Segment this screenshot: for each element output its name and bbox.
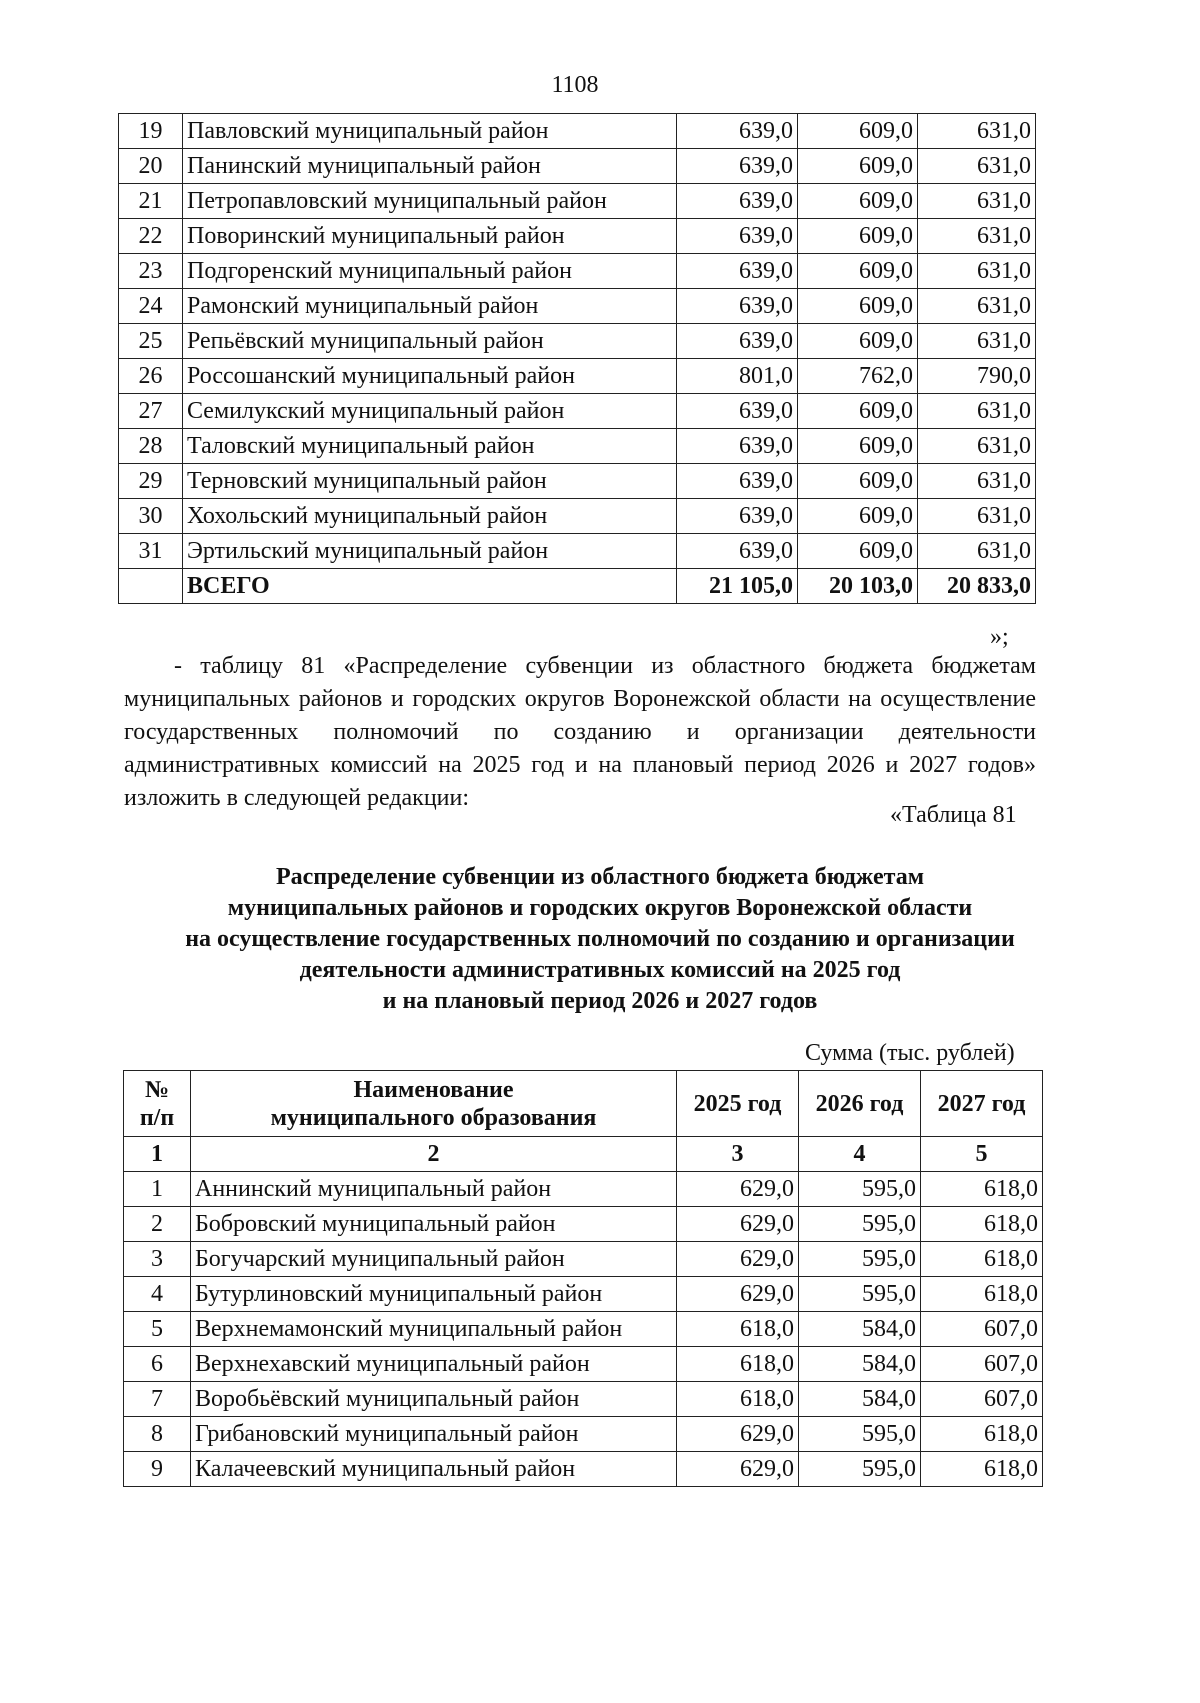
value-2026: 609,0 (798, 289, 918, 324)
value-2027: 631,0 (918, 324, 1036, 359)
row-number: 6 (124, 1347, 191, 1382)
row-name: Бобровский муниципальный район (191, 1207, 677, 1242)
row-number: 27 (119, 394, 183, 429)
row-number: 3 (124, 1242, 191, 1277)
value-2025: 639,0 (677, 289, 798, 324)
table-continued (118, 113, 1036, 604)
row-name: Подгоренский муниципальный район (183, 254, 677, 289)
header-name (191, 1071, 677, 1137)
quote-end: »; (990, 624, 1009, 650)
value-2025: 639,0 (677, 219, 798, 254)
value-2025: 801,0 (677, 359, 798, 394)
row-number: 29 (119, 464, 183, 499)
value-2026: 595,0 (799, 1452, 921, 1487)
table-row (124, 1452, 1043, 1487)
value-2027: 631,0 (918, 394, 1036, 429)
header-2025: 2025 год (677, 1071, 799, 1137)
value-2027: 631,0 (918, 429, 1036, 464)
value-2026: 609,0 (798, 114, 918, 149)
value-2026: 609,0 (798, 534, 918, 569)
title-line: муниципальных районов и городских округов Воронежской области (227, 895, 973, 921)
value-2025: 618,0 (677, 1312, 799, 1347)
header-2027: 2027 год (921, 1071, 1043, 1137)
value-2026: 609,0 (798, 464, 918, 499)
value-2027: 618,0 (921, 1452, 1043, 1487)
value-2025: 629,0 (677, 1242, 799, 1277)
table-row (119, 254, 1036, 289)
value-2026: 762,0 (798, 359, 918, 394)
col-number: 2 (191, 1137, 677, 1172)
table-row (119, 429, 1036, 464)
table-row (119, 394, 1036, 429)
header-name-line: Наименование (353, 1076, 514, 1103)
value-2025: 639,0 (677, 429, 798, 464)
value-2025: 639,0 (677, 114, 798, 149)
title-line: Распределение субвенции из областного бюджета бюджетам (275, 864, 925, 890)
value-2027: 607,0 (921, 1312, 1043, 1347)
value-2027: 631,0 (918, 149, 1036, 184)
row-number: 8 (124, 1417, 191, 1452)
value-2026: 609,0 (798, 184, 918, 219)
title-line: деятельности административных комиссий на 2025 год (299, 957, 901, 983)
value-2026: 609,0 (798, 219, 918, 254)
table-row (119, 149, 1036, 184)
value-2027: 631,0 (918, 534, 1036, 569)
table-row (124, 1347, 1043, 1382)
header-number (124, 1071, 191, 1137)
table-row (124, 1207, 1043, 1242)
value-2025: 639,0 (677, 254, 798, 289)
table-row (119, 114, 1036, 149)
table-row (124, 1417, 1043, 1452)
value-2026: 595,0 (799, 1242, 921, 1277)
value-2026: 609,0 (798, 394, 918, 429)
value-2025: 639,0 (677, 499, 798, 534)
value-2025: 618,0 (677, 1347, 799, 1382)
value-2025: 639,0 (677, 149, 798, 184)
row-name: Репьёвский муниципальный район (183, 324, 677, 359)
row-name: Таловский муниципальный район (183, 429, 677, 464)
header-number-line: № (144, 1076, 170, 1103)
value-2026: 609,0 (798, 149, 918, 184)
value-2025: 639,0 (677, 324, 798, 359)
row-number: 1 (124, 1172, 191, 1207)
amendment-paragraph: - таблицу 81 «Распределение субвенции из областного бюджета бюджетам муниципальных районов и городских округов Воронежской области на осуществление государственных полномочий по созданию и организации деятельности административных комиссий на 2025 год и на плановый период 2026 и 2027 годов» изложить в следующей редакции: (124, 653, 1036, 811)
row-number: 2 (124, 1207, 191, 1242)
value-2027: 631,0 (918, 219, 1036, 254)
value-2027: 618,0 (921, 1242, 1043, 1277)
value-2026: 584,0 (799, 1347, 921, 1382)
table-row (124, 1277, 1043, 1312)
total-2027: 20 833,0 (918, 569, 1036, 604)
value-2027: 607,0 (921, 1347, 1043, 1382)
value-2027: 631,0 (918, 464, 1036, 499)
value-2026: 595,0 (799, 1417, 921, 1452)
total-2026: 20 103,0 (798, 569, 918, 604)
table-row (119, 219, 1036, 254)
table-81 (123, 1070, 1043, 1487)
value-2027: 618,0 (921, 1207, 1043, 1242)
title-line: на осуществление государственных полномочий по созданию и организации (185, 926, 1015, 952)
table-row (119, 289, 1036, 324)
col-number: 3 (677, 1137, 799, 1172)
table-row (119, 534, 1036, 569)
value-2026: 584,0 (799, 1382, 921, 1417)
row-number: 20 (119, 149, 183, 184)
row-number: 21 (119, 184, 183, 219)
row-name: Верхнехавский муниципальный район (191, 1347, 677, 1382)
units-label: Сумма (тыс. рублей) (805, 1040, 1015, 1066)
row-number: 9 (124, 1452, 191, 1487)
total-label: ВСЕГО (183, 569, 677, 604)
value-2025: 629,0 (677, 1417, 799, 1452)
header-row (124, 1071, 1043, 1137)
row-name: Семилукский муниципальный район (183, 394, 677, 429)
table-row (124, 1312, 1043, 1347)
column-number-row (124, 1137, 1043, 1172)
table-row (119, 464, 1036, 499)
value-2027: 631,0 (918, 499, 1036, 534)
row-name: Грибановский муниципальный район (191, 1417, 677, 1452)
row-number: 19 (119, 114, 183, 149)
col-number: 1 (124, 1137, 191, 1172)
row-name: Эртильский муниципальный район (183, 534, 677, 569)
col-number: 4 (799, 1137, 921, 1172)
value-2026: 595,0 (799, 1207, 921, 1242)
row-number: 31 (119, 534, 183, 569)
row-name: Россошанский муниципальный район (183, 359, 677, 394)
row-number: 26 (119, 359, 183, 394)
row-name: Петропавловский муниципальный район (183, 184, 677, 219)
title-line: и на плановый период 2026 и 2027 годов (382, 988, 818, 1014)
value-2025: 629,0 (677, 1207, 799, 1242)
value-2026: 595,0 (799, 1172, 921, 1207)
header-2026: 2026 год (799, 1071, 921, 1137)
table-row (124, 1172, 1043, 1207)
table-row (119, 499, 1036, 534)
table-row (119, 184, 1036, 219)
table-row (124, 1242, 1043, 1277)
row-name: Калачеевский муниципальный район (191, 1452, 677, 1487)
value-2027: 618,0 (921, 1277, 1043, 1312)
value-2026: 609,0 (798, 254, 918, 289)
value-2027: 607,0 (921, 1382, 1043, 1417)
value-2025: 629,0 (677, 1172, 799, 1207)
table-title (100, 862, 1100, 1017)
row-number: 23 (119, 254, 183, 289)
table-row (124, 1382, 1043, 1417)
row-number: 7 (124, 1382, 191, 1417)
row-name: Аннинский муниципальный район (191, 1172, 677, 1207)
value-2025: 618,0 (677, 1382, 799, 1417)
row-name: Павловский муниципальный район (183, 114, 677, 149)
row-name: Воробьёвский муниципальный район (191, 1382, 677, 1417)
page-number: 1108 (551, 72, 599, 98)
value-2027: 618,0 (921, 1417, 1043, 1452)
table-label: «Таблица 81 (890, 802, 1017, 828)
value-2027: 631,0 (918, 114, 1036, 149)
row-number: 30 (119, 499, 183, 534)
row-number: 28 (119, 429, 183, 464)
value-2026: 609,0 (798, 429, 918, 464)
row-name: Терновский муниципальный район (183, 464, 677, 499)
total-row (119, 569, 1036, 604)
row-number: 22 (119, 219, 183, 254)
value-2026: 609,0 (798, 499, 918, 534)
value-2025: 639,0 (677, 464, 798, 499)
col-number: 5 (921, 1137, 1043, 1172)
row-number: 24 (119, 289, 183, 324)
value-2027: 618,0 (921, 1172, 1043, 1207)
row-number: 4 (124, 1277, 191, 1312)
row-name: Бутурлиновский муниципальный район (191, 1277, 677, 1312)
value-2025: 639,0 (677, 184, 798, 219)
row-name: Хохольский муниципальный район (183, 499, 677, 534)
value-2027: 790,0 (918, 359, 1036, 394)
value-2026: 609,0 (798, 324, 918, 359)
value-2027: 631,0 (918, 289, 1036, 324)
value-2025: 639,0 (677, 394, 798, 429)
row-number: 5 (124, 1312, 191, 1347)
header-name-line: муниципального образования (270, 1104, 597, 1131)
row-name: Богучарский муниципальный район (191, 1242, 677, 1277)
value-2026: 595,0 (799, 1277, 921, 1312)
row-number: 25 (119, 324, 183, 359)
row-name: Верхнемамонский муниципальный район (191, 1312, 677, 1347)
value-2027: 631,0 (918, 184, 1036, 219)
row-name: Панинский муниципальный район (183, 149, 677, 184)
value-2025: 639,0 (677, 534, 798, 569)
table-row (119, 359, 1036, 394)
value-2025: 629,0 (677, 1277, 799, 1312)
value-2026: 584,0 (799, 1312, 921, 1347)
row-name: Рамонский муниципальный район (183, 289, 677, 324)
row-name: Поворинский муниципальный район (183, 219, 677, 254)
value-2027: 631,0 (918, 254, 1036, 289)
value-2025: 629,0 (677, 1452, 799, 1487)
total-2025: 21 105,0 (677, 569, 798, 604)
header-number-line: п/п (139, 1104, 175, 1131)
table-row (119, 324, 1036, 359)
